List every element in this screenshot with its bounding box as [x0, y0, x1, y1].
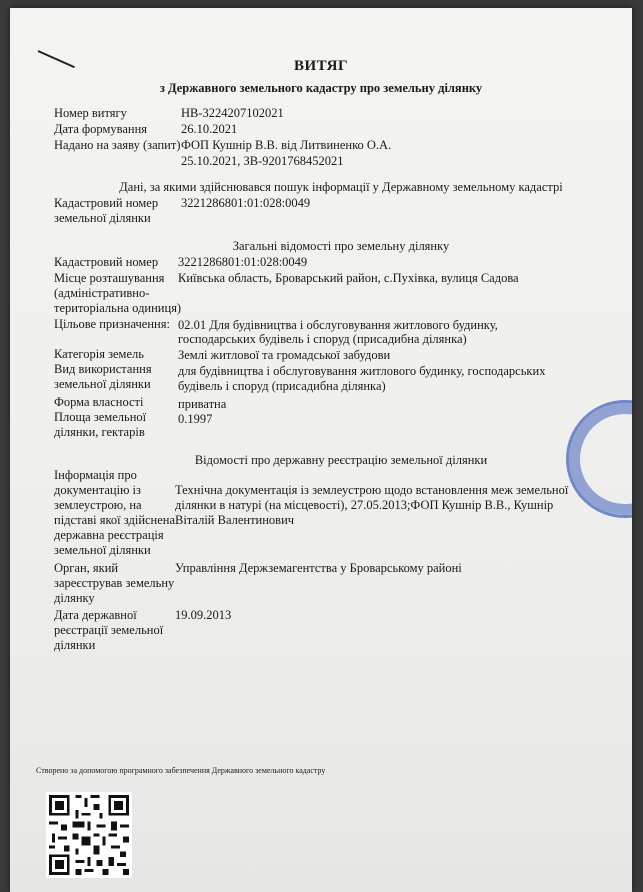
label-doc-1: Інформація про — [54, 468, 137, 482]
label-date-3: ділянки — [54, 638, 96, 652]
value-use-2: будівель і споруд (присадибна ділянка) — [178, 379, 386, 393]
label-date-1: Дата державної — [54, 608, 137, 622]
qr-code-icon — [46, 792, 132, 878]
label-area-1: Площа земельної — [54, 410, 147, 424]
label-request: Надано на заяву (запит) — [54, 138, 181, 152]
label-date-2: реєстрації земельної — [54, 623, 164, 637]
label-location-1: Місце розташування — [54, 271, 165, 285]
label-location-2: (адміністративно- — [54, 286, 150, 300]
label-doc-3: землеустрою, на — [54, 498, 142, 512]
footer-text: Створено за допомогою програмного забезпечення Державного земельного кадастру — [36, 766, 326, 775]
document-title: ВИТЯГ — [294, 58, 348, 74]
value-date: 19.09.2013 — [175, 608, 232, 622]
label-organ-2: зареєстрував земельну — [54, 576, 175, 590]
label-organ-3: ділянку — [54, 591, 95, 605]
label-use-1: Вид використання — [54, 362, 152, 376]
label-category: Категорія земель — [54, 347, 144, 361]
search-section-heading: Дані, за якими здійснювався пошук інформації у Державному земельному кадастрі — [119, 180, 563, 194]
value-area: 0.1997 — [178, 412, 213, 426]
value-doc-1: Технічна документація із землеустрою щодо встановлення меж земельної — [175, 483, 569, 497]
label-search-cadastral-1: Кадастровий номер — [54, 196, 159, 210]
value-ownership: приватна — [178, 397, 227, 411]
label-doc-2: документацію із — [54, 483, 141, 497]
label-doc-4: підставі якої здійснена — [54, 513, 176, 527]
general-section-heading: Загальні відомості про земельну ділянку — [232, 239, 450, 253]
label-cadastral-number: Кадастровий номер — [54, 255, 159, 269]
value-doc-2: ділянки в натурі (на місцевості), 27.05.2013;ФОП Кушнір В.В., Кушнір — [175, 498, 554, 512]
label-use-2: земельної ділянки — [54, 377, 151, 391]
value-organ: Управління Держземагентства у Броварському районі — [175, 561, 462, 575]
value-use-1: для будівництва і обслуговування житлового будинку, господарських — [178, 364, 546, 378]
label-doc-6: земельної ділянки — [54, 543, 151, 557]
label-search-cadastral-2: земельної ділянки — [54, 211, 151, 225]
value-formation-date: 26.10.2021 — [181, 122, 238, 136]
document-page — [10, 8, 632, 892]
label-formation-date: Дата формування — [54, 122, 148, 136]
value-purpose-2: господарських будівель і споруд (присадибна ділянка) — [178, 332, 467, 346]
value-request: ФОП Кушнір В.В. від Литвиненко О.А. — [181, 138, 392, 152]
document-subtitle: з Державного земельного кадастру про земельну ділянку — [159, 81, 483, 95]
label-purpose: Цільове призначення: — [54, 317, 170, 331]
registration-section-heading: Відомості про державну реєстрацію земельної ділянки — [194, 453, 488, 467]
value-search-cadastral: 3221286801:01:028:0049 — [181, 196, 311, 210]
label-ownership: Форма власності — [54, 395, 144, 409]
label-extract-number: Номер витягу — [54, 106, 127, 120]
value-category: Землі житлової та громадської забудови — [178, 348, 391, 362]
official-stamp — [566, 400, 632, 518]
value-location: Київська область, Броварський район, с.Пухівка, вулиця Садова — [178, 271, 519, 285]
label-area-2: ділянки, гектарів — [54, 425, 145, 439]
value-extract-number: НВ-3224207102021 — [181, 106, 284, 120]
label-organ-1: Орган, який — [54, 561, 119, 575]
value-request-date: 25.10.2021, ЗВ-9201768452021 — [181, 154, 344, 168]
value-doc-3: Віталій Валентинович — [175, 513, 295, 527]
value-purpose-1: 02.01 Для будівництва і обслуговування житлового будинку, — [178, 318, 498, 332]
label-doc-5: державна реєстрація — [54, 528, 164, 542]
value-cadastral-number: 3221286801:01:028:0049 — [178, 255, 308, 269]
label-location-3: територіальна одиниця) — [54, 301, 182, 315]
